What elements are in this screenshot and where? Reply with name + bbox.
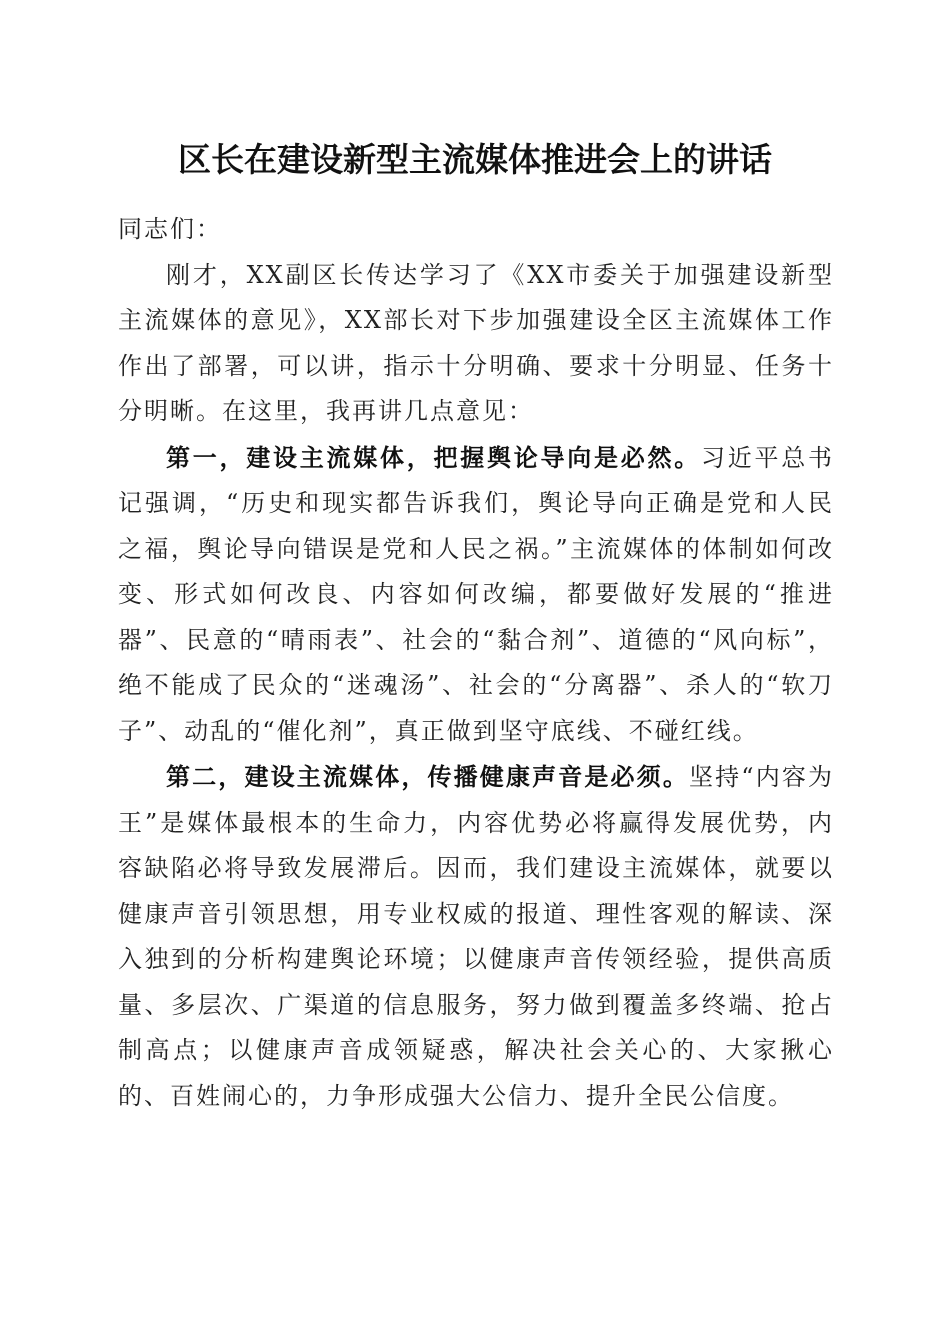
document-body (118, 207, 834, 1119)
first-point-heading: 第一，建设主流媒体，把握舆论导向是必然。 (166, 442, 701, 472)
paragraph-second-point (118, 754, 834, 1119)
salutation: 同志们： (118, 215, 222, 243)
paragraph-intro (118, 253, 834, 435)
document-title: 区长在建设新型主流媒体推进会上的讲话 (178, 140, 772, 179)
second-point-heading: 第二，建设主流媒体，传播健康声音是必须。 (166, 762, 689, 791)
second-point-text: 坚持“内容为王”是媒体最根本的生命力，内容优势必将赢得发展优势，内容缺陷必将导致发展滞后。因而，我们建设主流媒体，就要以健康声音引领思想，用专业权威的报道、理性客观的解读、深入独到的分析构建舆论环境；以健康声音传领经验，提供高质量、多层次、广渠道的信息服务，努力做到覆盖多终端、抢占制高点；以健康声音成领疑惑，解决社会关心的、大家揪心的、百姓闹心的，力争形成强大公信力、提升全民公信度。 (118, 763, 834, 1110)
first-point-text: 习近平总书记强调，“历史和现实都告诉我们，舆论导向正确是党和人民之福，舆论导向错误是党和人民之祸。”主流媒体的体制如何改变、形式如何改良、内容如何改编，都要做好发展的“推进器”、民意的“晴雨表”、社会的“黏合剂”、道德的“风向标”，绝不能成了民众的“迷魂汤”、社会的“分离器”、杀人的“软刀子”、动乱的“催化剂”，真正做到坚守底线、不碰红线。 (118, 443, 834, 745)
paragraph-first-point (118, 435, 834, 755)
paragraph-intro-text: 刚才，XX副区长传达学习了《XX市委关于加强建设新型主流媒体的意见》，XX部长对下步加强建设全区主流媒体工作作出了部署，可以讲，指示十分明确、要求十分明显、任务十分明晰。在这里，我再讲几点意见： (118, 260, 834, 425)
